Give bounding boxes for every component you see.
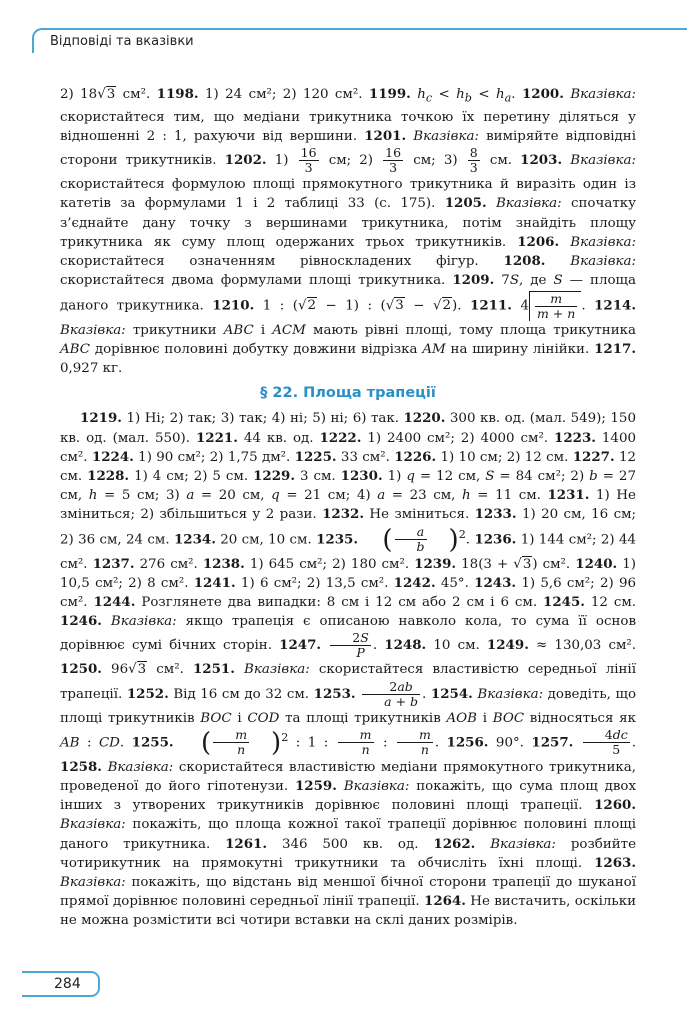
page-number-tab [22,971,100,997]
running-header [32,28,687,53]
answers-block-22: 1219. 1) Ні; 2) так; 3) так; 4) ні; 5) ні; 6) так. 1220. 300 кв. од. (мал. 549); 150 кв. од. (мал. 550). 1221. 44 кв. од. 1222. 1) 2400 см²; 2) 4000 см². 1223. 1400 см². 1224. 1) 90 см²; 2) 1,75 дм². 1225. 33 см². 1226. 1) 10 см; 2) 12 см. 1227. 12 см. 1228. 1) 4 см; 2) 5 см. 1229. 3 см. 1230. 1) q = 12 см, S = 84 см²; 2) b = 27 см, h = 5 см; 3) a = 20 см, q = 21 см; 4) a = 23 см, h = 11 см. 1231. 1) Не зміниться; 2) збільшиться у 2 рази. 1232. Не зміниться. 1233. 1) 20 см, 16 см; 2) 36 см, 24 см. 1234. 20 см, 10 см. 1235. ( $\frac{a}{b}$ )$^2$. 1236. 1) 144 см²; 2) 44 см². 1237. 276 см². 1238. 1) 645 см²; 2) 180 см². 1239. 18(3 + √3) см². 1240. 1) 10,5 см²; 2) 8 см². 1241. 1) 6 см²; 2) 13,5 см². 1242. 45°. 1243. 1) 5,6 см²; 2) 96 см². 1244. Розглянете два випадки: 8 см і 12 см або 2 см і 6 см. 1245. 12 см. 1246. Вказівка: якщо трапеція є описаною навколо кола, то сума її основ дорівнює сумі бічних сторін. 1247. $\frac{2S}{P}$ . 1248. 10 см. 1249. ≈ 130,03 см². 1250. 96√3 см². 1251. Вказівка: скористайтеся властивістю середньої лінії трапеції. 1252. Від 16 см до 32 см. 1253. $\frac{2ab}{a + b}$ . 1254. Вказівка: доведіть, що площі трикутників BOC і COD та площі трикутників AOB і BOC відносяться як AB : CD. 1255. ( $\frac{m}{n}$ )$^2$ : 1 : $\frac{m}{n}$ : $\frac{m}{n}$ . 1256. 90°. 1257. $\frac{4dc}{5}$ . 1258. Вказівка: скористайтеся властивістю медіани прямокутного трикутника, проведеної до його гіпотенузи. 1259. Вказівка: покажіть, що сума площ двох інших з утворених трикутників дорівнює половині площі трапеції. 1260. Вказівка: покажіть, що площа кожної такої трапеції дорівнює половині площі даного трикутника. 1261. 346 500 кв. од. 1262. Вказівка: розбийте чотирикутник на прямокутні трикутники та обчисліть їхні площі. 1263. Вказівка: покажіть, що відстань від меншої бічної сторони трапеції до шуканої прямої дорівнює половині середньої лінії трапеції. 1264. Не вистачить, оскільки не можна розмістити всі чотири вставки на склі даних розмірів. [60,410,637,929]
answers-content [60,85,636,931]
running-header-title: Відповіді та вказівки [50,34,194,49]
section-title: § 22. Площа трапеції [260,385,436,402]
answers-block-21: 2) 18√3 см². 1198. 1) 24 см²; 2) 120 см². 1199. $h_c < h_b < h_a$. 1200. Вказівка: скористайтеся тим, що медіани трикутника точкою їх перетину діляться у відношенні 2 : 1, рахуючи від вершини. 1201. Вказівка: виміряйте відповідні сторони трикутників. 1202. 1) $\frac{16}{3}$ см; 2) $\frac{16}{3}$ см; 3) $\frac{8}{3}$ см. 1203. Вказівка: скористайтеся формулою площі прямокутного трикутника й виразіть один із катетів за формулами 1 і 2 таблиці 33 (с. 175). 1205. Вказівка: спочатку з’єднайте дану точку з вершинами трикутника, потім знайдіть площу трикутника як суму площ одержаних трьох трикутників. 1206. Вказівка: скористайтеся означенням рівноскладених фігур. 1208. Вказівка: скористайтеся двома формулами площі трикутника. 1209. 7S, де S — площа даного трикутника. 1210. 1 : (√2 − 1) : (√3 − √2). 1211. 4 $\frac{m}{m + n}$ . 1214. Вказівка: трикутники ABC і ACM мають рівні площі, тому площа трикутника ABC дорівнює половині добутку довжини відрізка AM на ширину лінійки. 1217. 0,927 кг. [60,86,637,376]
page-number: 284 [54,976,81,992]
